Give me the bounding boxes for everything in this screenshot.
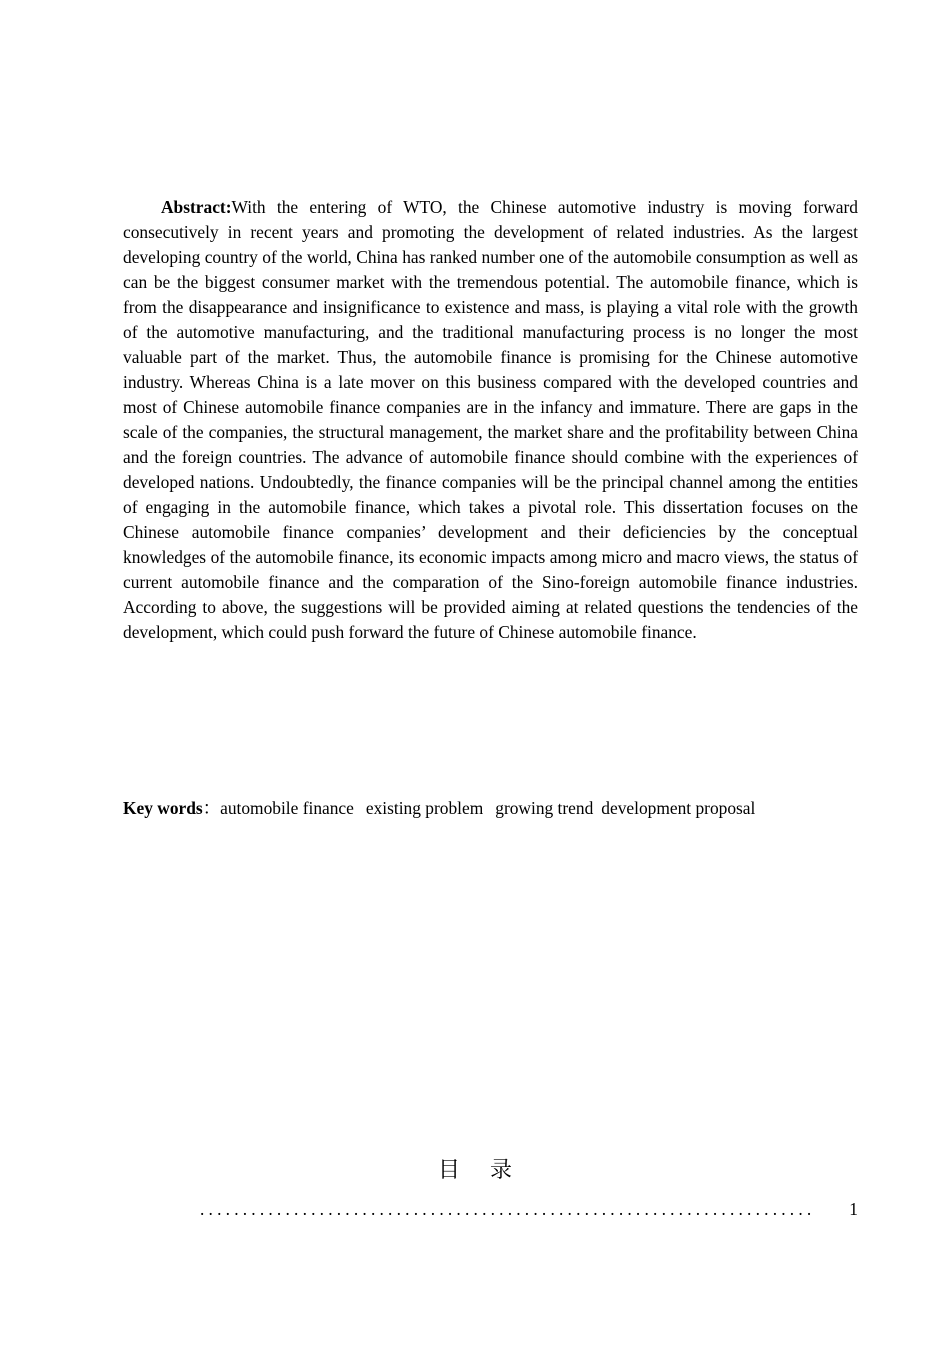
- toc-title-char: 目: [437, 1158, 460, 1183]
- keyword-item: development proposal: [601, 798, 756, 818]
- toc-title: [0, 1156, 950, 1186]
- keyword-item: growing trend: [495, 798, 594, 818]
- toc-leader-dots: ........................................................................: [200, 1199, 816, 1219]
- keyword-item: existing problem: [365, 798, 484, 818]
- keywords-separator: ：: [202, 798, 221, 818]
- toc-title-char: 录: [490, 1158, 513, 1183]
- keywords-line: [123, 796, 858, 821]
- toc-page-number: 1: [849, 1199, 858, 1219]
- toc-entry[interactable]: [200, 1197, 858, 1222]
- abstract-text: With the entering of WTO, the Chinese automotive industry is moving forward consecutively in recent years and promoting the development of related industries. As the largest developing country of the world, China has ranked number one of the automobile consumption as well as can be the biggest consumer market with the tremendous potential. The automobile finance, which is from the disappearance and insignificance to existence and mass, is playing a vital role with the growth of the automotive manufacturing, and the traditional manufacturing process is no longer the most valuable part of the market. Thus, the automobile finance is promising for the Chinese automotive industry. Whereas China is a late mover on this business compared with the developed countries and most of Chinese automobile finance companies are in the infancy and immature. There are gaps in the scale of the companies, the structural management, the market share and the profitability between China and the foreign countries. The advance of automobile finance should combine with the experiences of developed nations. Undoubtedly, the finance companies will be the principal channel among the entities of engaging in the automobile finance, which takes a pivotal role. This dissertation focuses on the Chinese automobile finance companies’ development and their deficiencies by the conceptual knowledges of the automobile finance, its economic impacts among micro and macro views, the status of current automobile finance and the comparation of the Sino-foreign automobile finance industries. According to above, the suggestions will be provided aiming at related questions the tendencies of the development, which could push forward the future of Chinese automobile finance.: [123, 197, 858, 642]
- abstract-label: Abstract:: [161, 197, 232, 217]
- keyword-item: automobile finance: [220, 798, 354, 818]
- abstract-paragraph: [123, 195, 858, 645]
- keywords-label: Key words: [123, 798, 203, 818]
